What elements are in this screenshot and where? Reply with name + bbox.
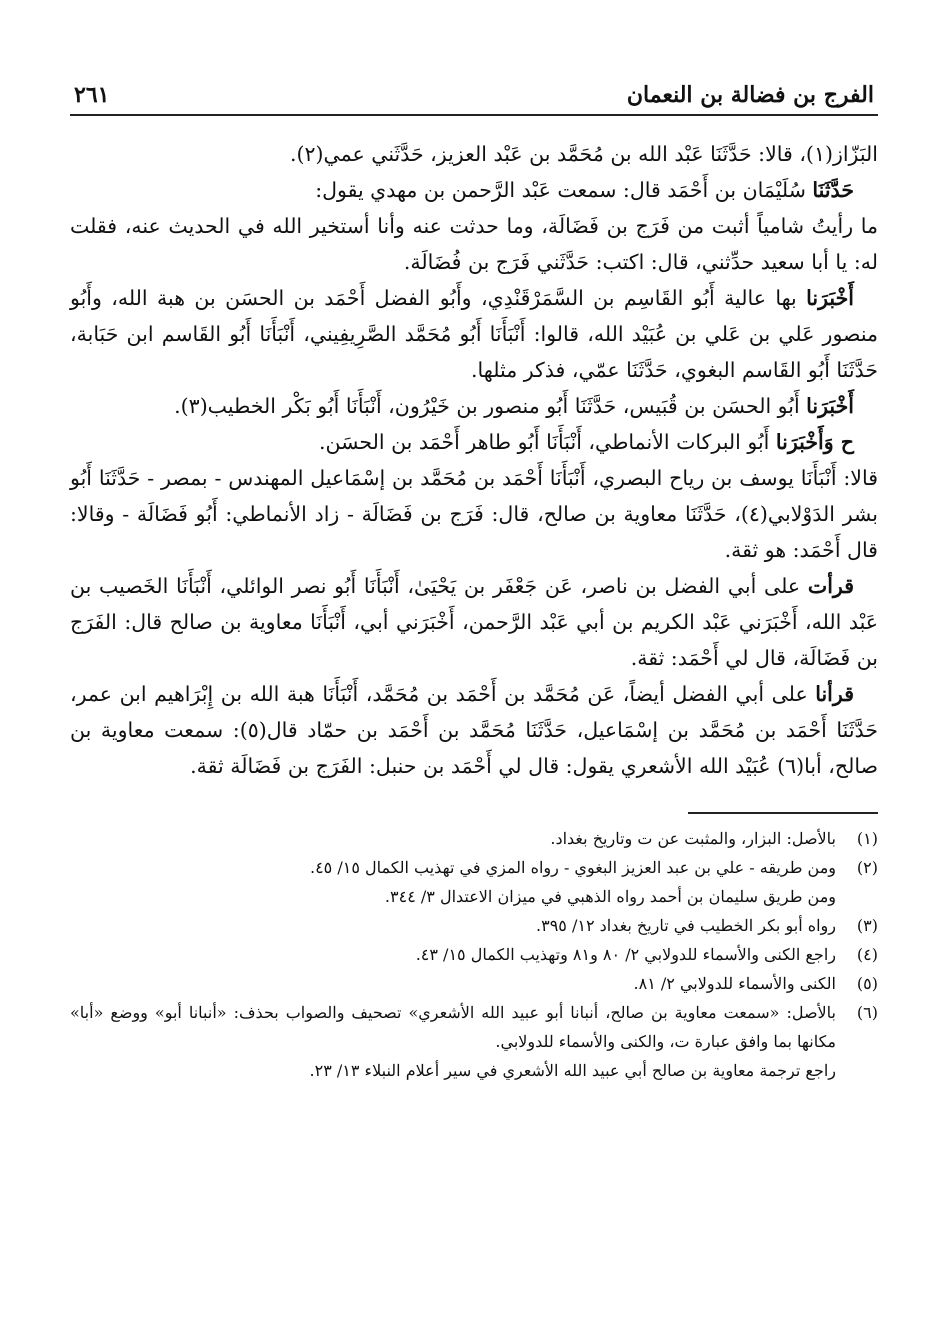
- footnote-number: (٥): [856, 974, 878, 993]
- paragraph-lead: قرأنا: [815, 682, 854, 706]
- page-number: ٢٦١: [74, 82, 110, 108]
- footnote-number: (٢): [856, 858, 878, 877]
- paragraph-text: بها عالية أَبُو القَاسِم بن السَّمَرْقَنْدِي، وأَبُو الفضل أَحْمَد بن الحسَن بن هبة الله، وأَبُو منصور عَلي بن عَلي بن عُبَيْد الله، قالوا: أَنْبَأَنَا أَبُو مُحَمَّد الصَّرِيفِيني، أَنْبَأَنَا أَبُو القَاسم ابن حَبَابة، حَدَّثَنَا أَبُو القَاسم البغوي، حَدَّثَنَا عمّي، فذكر مثلها.: [70, 286, 878, 382]
- footnote: [70, 998, 878, 1056]
- paragraph-lead: حَدَّثَنَا: [812, 178, 854, 202]
- paragraph-text: على أبي الفضل أيضاً، عَن مُحَمَّد بن أَحْمَد بن مُحَمَّد، أَنْبَأَنَا هبة الله بن إِبْرَاهيم ابن عمر، حَدَّثَنَا أَحْمَد بن مُحَمَّد بن إسْمَاعيل، حَدَّثَنَا مُحَمَّد بن أَحْمَد بن حمّاد قال(٥): سمعت معاوية بن صالح، أبا(٦) عُبَيْد الله الأشعري يقول: قال لي أَحْمَد بن حنبل: الفَرَج بن فَضَالَة ثقة.: [70, 682, 878, 778]
- main-text: [70, 136, 878, 784]
- paragraph-text: سُلَيْمَان بن أَحْمَد قال: سمعت عَبْد الرَّحمن بن مهدي يقول:: [315, 178, 813, 202]
- paragraph-lead: قرأت: [807, 574, 854, 598]
- paragraph-text: البَزّاز(١)، قالا: حَدَّثَنَا عَبْد الله بن مُحَمَّد بن عَبْد العزيز، حَدَّثَني عمي(٢).: [290, 142, 878, 166]
- paragraph: [70, 280, 878, 388]
- footnote: [70, 940, 878, 969]
- paragraph: [70, 172, 878, 208]
- paragraph: [70, 136, 878, 172]
- paragraph-lead: ح وَأَخْبَرَنا: [775, 430, 854, 454]
- footnote: [70, 969, 878, 998]
- paragraph: [70, 424, 878, 460]
- paragraph-text: على أبي الفضل بن ناصر، عَن جَعْفَر بن يَحْيَىٰ، أَنْبَأَنَا أَبُو نصر الوائلي، أَنْبَأَنَا الخَصيب بن عَبْد الله، أَخْبَرَني عَبْد الكريم بن أبي عَبْد الرَّحمن، أَخْبَرَني أبي، أَنْبَأَنَا معاوية بن صالح قال: الفَرَج بن فَضَالَة، قال لي أَحْمَد: ثقة.: [70, 574, 878, 670]
- paragraph: [70, 388, 878, 424]
- footnote-number: (٦): [856, 1003, 878, 1022]
- footnote: [70, 853, 878, 882]
- paragraph: [70, 460, 878, 568]
- paragraph-text: أَبُو الحسَن بن قُبَيس، حَدَّثَنَا أَبُو منصور بن خَيْرُون، أَنْبَأَنَا أَبُو بَكْر الخطيب(٣).: [174, 394, 807, 418]
- footnote-text: رواه أبو بكر الخطيب في تاريخ بغداد ١٢/ ٣٩٥.: [536, 916, 836, 935]
- running-header: [70, 70, 878, 116]
- footnote-text: الكنى والأسماء للدولابي ٢/ ٨١.: [633, 974, 836, 993]
- paragraph-text: ما رأيتُ شامياً أثبت من فَرَج بن فَضَالَة، وما حدثت عنه وأنا أستخير الله في الحديث عنه، فقلت له: يا أبا سعيد حدِّثني، قال: اكتب: حَدَّثَني فَرَج بن فُضَالَة.: [70, 214, 878, 274]
- paragraph-text: قالا: أَنْبَأَنَا يوسف بن رياح البصري، أَنْبَأَنَا أَحْمَد بن مُحَمَّد بن إسْمَاعيل المهندس - بمصر - حَدَّثَنَا أَبُو بشر الدَوْلابي(٤)، حَدَّثَنَا معاوية بن صالح، قال: فَرَج بن فَضَالَة - زاد الأنماطي: أَبُو فَضَالَة - وقالا: قال أَحْمَد: هو ثقة.: [70, 466, 879, 562]
- paragraph-text: أَبُو البركات الأنماطي، أَنْبَأَنَا أَبُو طاهر أَحْمَد بن الحسَن.: [318, 430, 776, 454]
- footnote-text: ومن طريقه - علي بن عبد العزيز البغوي - رواه المزي في تهذيب الكمال ١٥/ ٤٥.: [309, 858, 836, 877]
- footnote-text: بالأصل: «سمعت معاوية بن صالح، أنبانا أبو عبيد الله الأشعري» تصحيف والصواب بحذف: «أنبانا أبو» ووضع «أبا» مكانها بما وافق عبارة ت، والكنى والأسماء للدولابي.: [70, 1003, 836, 1051]
- footnote-continuation: راجع ترجمة معاوية بن صالح أبي عبيد الله الأشعري في سير أعلام النبلاء ١٣/ ٢٣.: [309, 1061, 836, 1080]
- footnote: [70, 911, 878, 940]
- footnote-continuation: ومن طريق سليمان بن أحمد رواه الذهبي في ميزان الاعتدال ٣/ ٣٤٤.: [384, 887, 836, 906]
- footnote-text: راجع الكنى والأسماء للدولابي ٢/ ٨٠ و٨١ وتهذيب الكمال ١٥/ ٤٣.: [415, 945, 836, 964]
- page: [70, 70, 878, 1085]
- footnote-divider: [688, 812, 878, 814]
- running-title: الفرج بن فضالة بن النعمان: [626, 82, 874, 108]
- footnote-number: (٤): [856, 945, 878, 964]
- footnote: [70, 824, 878, 853]
- footnote-text: بالأصل: البزار، والمثبت عن ت وتاريخ بغداد.: [550, 829, 836, 848]
- paragraph: [70, 676, 878, 784]
- paragraph: [70, 208, 878, 280]
- footnote-number: (٣): [856, 916, 878, 935]
- paragraph-lead: أَخْبَرَنا: [806, 286, 854, 310]
- footnotes: [70, 824, 878, 1085]
- footnote-number: (١): [856, 829, 878, 848]
- paragraph: [70, 568, 878, 676]
- paragraph-lead: أَخْبَرَنا: [806, 394, 854, 418]
